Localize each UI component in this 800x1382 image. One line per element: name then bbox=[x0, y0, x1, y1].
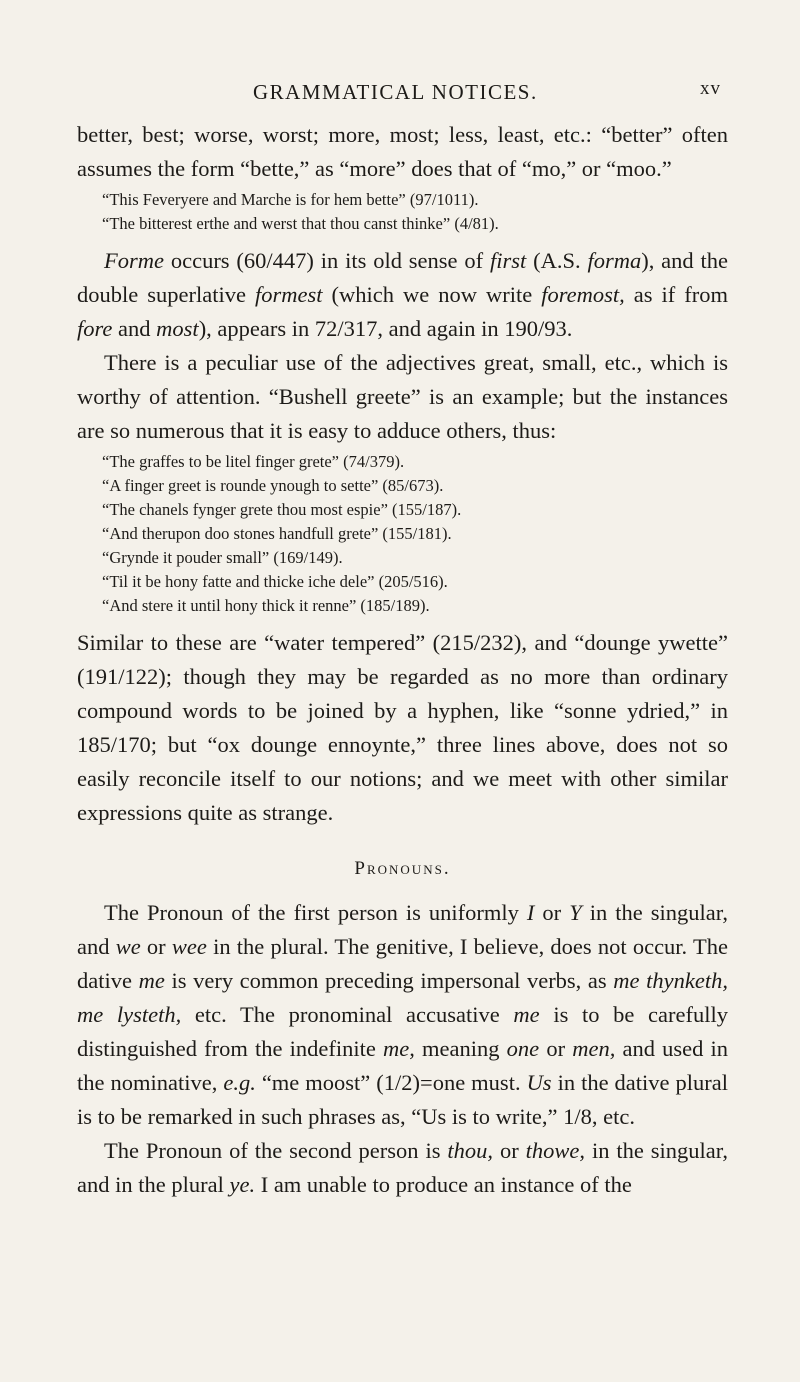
italic-word: Y bbox=[569, 900, 582, 925]
quotation: “And stere it until hony thick it renne” (185/189). bbox=[102, 596, 430, 615]
section-heading: Pronouns. bbox=[354, 858, 451, 879]
quotation: “Til it be hony fatte and thicke iche dele” (205/516). bbox=[102, 572, 448, 591]
paragraph-second-person bbox=[77, 1134, 728, 1202]
page-body bbox=[77, 118, 728, 1202]
italic-word: Us bbox=[526, 1070, 552, 1095]
italic-word: formest bbox=[254, 282, 323, 307]
page-number: xv bbox=[700, 78, 721, 99]
quotation: “A finger greet is rounde ynough to sette” (85/673). bbox=[102, 476, 444, 495]
italic-word: first bbox=[489, 248, 527, 273]
italic-word: thou, bbox=[447, 1138, 494, 1163]
text-run: in the plural. The genitive, I believe, does not occur. The dative bbox=[77, 934, 728, 993]
text-run: and used in the nominative, bbox=[77, 1036, 728, 1095]
quotation: “The chanels fynger grete thou most espie” (155/187). bbox=[102, 500, 462, 519]
italic-word: me bbox=[138, 968, 165, 993]
italic-word: thowe, bbox=[525, 1138, 586, 1163]
text-run: is very common preceding impersonal verbs, as bbox=[164, 968, 614, 993]
text-run: or bbox=[140, 934, 172, 959]
paragraph-adjectives: There is a peculiar use of the adjectives great, small, etc., which is worthy of attention. “Bushell greete” is an example; but the instances are so numerous that it is easy to adduce others, thus: bbox=[77, 350, 728, 443]
italic-word: Forme bbox=[104, 248, 164, 273]
text-run: ), appears in 72/317, and again in 190/93. bbox=[198, 316, 573, 341]
paragraph-comparatives: better, best; worse, worst; more, most; less, least, etc.: “better” often assumes the form “bette,” as “more” does that of “mo,” or “moo.” bbox=[77, 122, 728, 181]
italic-word: forma bbox=[587, 248, 642, 273]
italic-word: we bbox=[115, 934, 141, 959]
quotation: “Grynde it pouder small” (169/149). bbox=[102, 548, 343, 567]
quotation: “The bitterest erthe and werst that thou canst thinke” (4/81). bbox=[102, 214, 499, 233]
paragraph-similar: Similar to these are “water tempered” (215/232), and “dounge ywette” (191/122); though they may be regarded as no more than ordinary compound words to be joined by a hyphen, like “sonne ydried,” in 185/170; but “ox dounge ennoynte,” three lines above, does not so easily reconcile itself to our notions; and we meet with other similar expressions quite as strange. bbox=[77, 630, 728, 825]
italic-word: most bbox=[156, 316, 199, 341]
italic-word: men, bbox=[572, 1036, 616, 1061]
text-run: (which we now write bbox=[322, 282, 542, 307]
text-run: I am unable to produce an instance of the bbox=[255, 1172, 632, 1197]
text-run: is to be carefully distinguished from the indefinite bbox=[77, 1002, 729, 1061]
quotation: “The graffes to be litel finger grete” (74/379). bbox=[102, 452, 405, 471]
paragraph-forme bbox=[77, 244, 728, 346]
text-run: or bbox=[493, 1138, 526, 1163]
text-run: as if from bbox=[624, 282, 728, 307]
italic-word: me, bbox=[383, 1036, 415, 1061]
text-run: The Pronoun of the second person is bbox=[104, 1138, 448, 1163]
text-run: occurs (60/447) in its old sense of bbox=[164, 248, 490, 273]
paragraph-first-person bbox=[77, 896, 728, 1134]
text-run: ), and the double superlative bbox=[77, 248, 729, 307]
text-run: or bbox=[539, 1036, 573, 1061]
text-run: in the singular, and bbox=[77, 900, 728, 959]
italic-word: fore bbox=[77, 316, 113, 341]
text-run: meaning bbox=[414, 1036, 507, 1061]
italic-word: I bbox=[526, 900, 535, 925]
italic-word: one bbox=[506, 1036, 540, 1061]
italic-word: wee bbox=[171, 934, 207, 959]
italic-word: me thynketh, me lysteth, bbox=[77, 968, 728, 1027]
text-run: etc. The pronominal accusative bbox=[181, 1002, 514, 1027]
quotation: “This Feveryere and Marche is for hem bette” (97/1011). bbox=[102, 190, 479, 209]
italic-word: foremost, bbox=[541, 282, 625, 307]
quotation: “And therupon doo stones handfull grete” (155/181). bbox=[102, 524, 452, 543]
text-run: (A.S. bbox=[526, 248, 588, 273]
text-run: “me moost” (1/2)=one must. bbox=[255, 1070, 527, 1095]
italic-word: me bbox=[513, 1002, 540, 1027]
text-run: or bbox=[534, 900, 570, 925]
italic-word: e.g. bbox=[223, 1070, 256, 1095]
italic-word: ye. bbox=[229, 1172, 256, 1197]
page-header bbox=[0, 80, 800, 110]
text-run: The Pronoun of the first person is uniformly bbox=[104, 900, 527, 925]
text-run: in the dative plural is to be remarked in such phrases as, “Us is to write,” 1/8, etc. bbox=[77, 1070, 728, 1129]
text-run: and bbox=[112, 316, 157, 341]
text-run: in the singular, and in the plural bbox=[77, 1138, 728, 1197]
running-head: GRAMMATICAL NOTICES. bbox=[253, 80, 538, 104]
